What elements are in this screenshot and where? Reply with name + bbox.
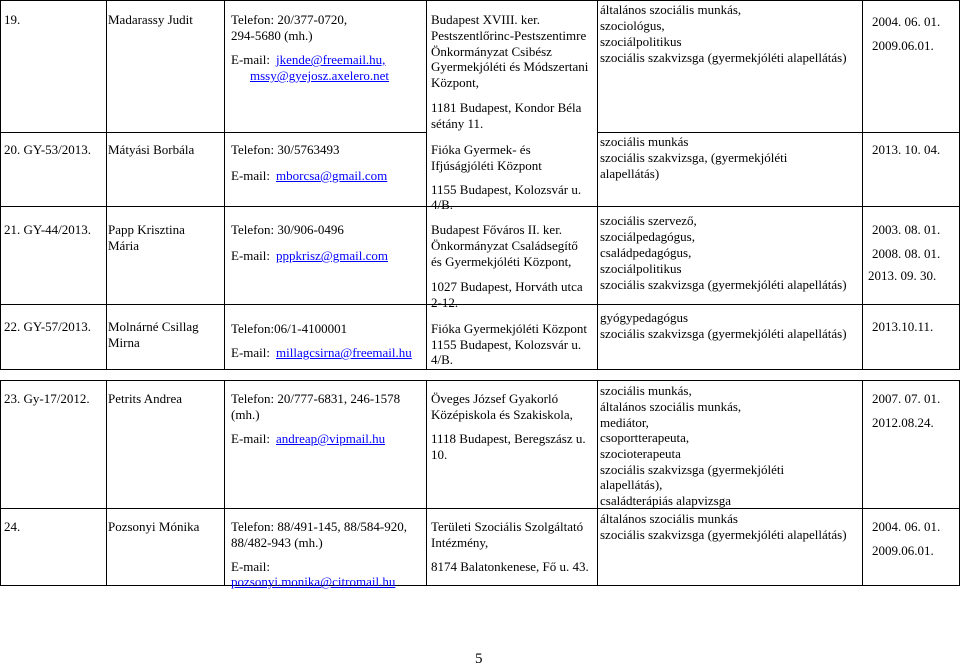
row-number: 22. GY-57/2013. xyxy=(4,319,92,334)
person-name: Mirna xyxy=(108,335,140,350)
person-name: Pozsonyi Mónika xyxy=(108,519,200,534)
org-line: Gyermekjóléti és Módszertani xyxy=(431,59,589,74)
row-divider xyxy=(597,132,960,133)
date: 2008. 08. 01. xyxy=(872,246,941,261)
qualification-line: mediátor, xyxy=(600,415,649,430)
qualification-line: szocioterapeuta xyxy=(600,446,681,461)
date: 2004. 06. 01. xyxy=(872,14,941,29)
date: 2004. 06. 01. xyxy=(872,519,941,534)
org-line: Központ, xyxy=(431,75,480,90)
org-line: Középiskola és Szakiskola, xyxy=(431,407,573,422)
table-border xyxy=(0,585,960,586)
row-number: 20. GY-53/2013. xyxy=(4,142,92,157)
email-label: E-mail: xyxy=(231,248,270,263)
person-name: Petrits Andrea xyxy=(108,391,183,406)
qualification-line: szociális szakvizsga (gyermekjóléti alapellátás) xyxy=(600,326,847,341)
col-divider xyxy=(224,0,225,370)
email-link[interactable]: jkende@freemail.hu, xyxy=(276,52,386,67)
date: 2009.06.01. xyxy=(872,38,934,53)
qualification-line: családpedagógus, xyxy=(600,245,692,260)
phone-line: Telefon: 30/906-0496 xyxy=(231,222,344,237)
org-line: 1155 Budapest, Kolozsvár u. xyxy=(431,337,582,352)
table-border xyxy=(0,380,1,586)
person-name: Mátyási Borbála xyxy=(108,142,195,157)
org-line: Budapest XVIII. ker. xyxy=(431,12,541,27)
row-number: 21. GY-44/2013. xyxy=(4,222,92,237)
org-line: Önkormányzat Családsegítő xyxy=(431,238,578,253)
qualification-line: csoportterapeuta, xyxy=(600,430,690,445)
qualification-line: alapellátás), xyxy=(600,477,663,492)
qualification-line: gyógypedagógus xyxy=(600,310,689,325)
qualification-line: szociális szervező, xyxy=(600,213,697,228)
qualification-line: általános szociális munkás, xyxy=(600,2,742,17)
col-divider xyxy=(862,380,863,586)
person-name: Molnárné Csillag xyxy=(108,319,199,334)
email-link[interactable]: mssy@gyejosz.axelero.net xyxy=(250,68,390,83)
org-line: 8174 Balatonkenese, Fő u. 43. xyxy=(431,559,589,574)
org-line: Intézmény, xyxy=(431,535,489,550)
date: 2003. 08. 01. xyxy=(872,222,941,237)
table-border xyxy=(0,0,1,370)
qualification-line: szociológus, xyxy=(600,18,665,33)
col-divider xyxy=(597,0,598,370)
org-line: 1118 Budapest, Beregszász u. xyxy=(431,431,586,446)
org-line: Budapest Főváros II. ker. xyxy=(431,222,563,237)
col-divider xyxy=(426,380,427,586)
row-divider xyxy=(0,508,960,509)
qualification-line: általános szociális munkás xyxy=(600,511,738,526)
email-link[interactable]: pppkrisz@gmail.com xyxy=(276,248,388,263)
table-border xyxy=(0,0,960,1)
col-divider xyxy=(862,0,863,370)
qualification-line: szociálpolitikus xyxy=(600,34,682,49)
date: 2007. 07. 01. xyxy=(872,391,941,406)
col-divider xyxy=(106,0,107,370)
email-link[interactable]: andreap@vipmail.hu xyxy=(276,431,386,446)
qualification-line: szociális szakvizsga (gyermekjóléti alapellátás) xyxy=(600,50,847,65)
person-name: Mária xyxy=(108,238,140,253)
row-number: 19. xyxy=(4,12,21,27)
org-line: Pestszentlőrinc-Pestszentimre xyxy=(431,28,587,43)
org-line: és Gyermekjóléti Központ, xyxy=(431,254,572,269)
org-line: sétány 11. xyxy=(431,116,484,131)
phone-line: Telefon: 88/491-145, 88/584-920, xyxy=(231,519,408,534)
row-divider xyxy=(0,304,960,305)
org-line: Önkormányzat Csibész xyxy=(431,44,552,59)
qualification-line: családterápiás alapvizsga xyxy=(600,493,732,508)
qualification-line: szociálpolitikus xyxy=(600,261,682,276)
email-label: E-mail: xyxy=(231,52,270,67)
phone-line: Telefon: 20/777-6831, 246-1578 xyxy=(231,391,401,406)
email-label: E-mail: xyxy=(231,431,270,446)
date: 2013.10.11. xyxy=(872,319,934,334)
phone-line: Telefon:06/1-4100001 xyxy=(231,321,348,336)
table-border xyxy=(0,369,960,370)
org-line: 1155 Budapest, Kolozsvár u. xyxy=(431,182,582,197)
col-divider xyxy=(597,380,598,586)
person-name: Madarassy Judit xyxy=(108,12,193,27)
org-line: Öveges József Gyakorló xyxy=(431,391,559,406)
col-divider xyxy=(426,0,427,370)
org-line: 4/B. xyxy=(431,352,454,367)
org-line: 2-12. xyxy=(431,295,459,310)
row-divider xyxy=(0,206,960,207)
col-divider xyxy=(224,380,225,586)
org-line: 1027 Budapest, Horváth utca xyxy=(431,279,583,294)
qualification-line: szociális szakvizsga (gyermekjóléti alapellátás) xyxy=(600,277,847,292)
org-line: 1181 Budapest, Kondor Béla xyxy=(431,100,582,115)
org-line: Területi Szociális Szolgáltató xyxy=(431,519,584,534)
email-label: E-mail: xyxy=(231,168,270,183)
phone-line: 88/482-943 (mh.) xyxy=(231,535,323,550)
org-line: Ifjúságjóléti Központ xyxy=(431,158,542,173)
phone-line: Telefon: 30/5763493 xyxy=(231,142,340,157)
qualification-line: szociálpedagógus, xyxy=(600,229,695,244)
date: 2012.08.24. xyxy=(872,415,934,430)
org-line: 4/B. xyxy=(431,197,454,212)
date: 2013. 09. 30. xyxy=(868,268,937,283)
email-link[interactable]: mborcsa@gmail.com xyxy=(276,168,388,183)
qualification-line: szociális munkás xyxy=(600,134,689,149)
phone-line: 294-5680 (mh.) xyxy=(231,28,313,43)
qualification-line: alapellátás) xyxy=(600,166,660,181)
person-name: Papp Krisztina xyxy=(108,222,185,237)
qualification-line: általános szociális munkás, xyxy=(600,399,742,414)
date: 2013. 10. 04. xyxy=(872,142,941,157)
page-number: 5 xyxy=(475,651,483,667)
qualification-line: szociális munkás, xyxy=(600,383,692,398)
row-number: 23. Gy-17/2012. xyxy=(4,391,90,406)
phone-line: Telefon: 20/377-0720, xyxy=(231,12,348,27)
date: 2009.06.01. xyxy=(872,543,934,558)
row-divider xyxy=(0,132,426,133)
qualification-line: szociális szakvizsga, (gyermekjóléti xyxy=(600,150,788,165)
email-link[interactable]: millagcsirna@freemail.hu xyxy=(276,345,412,360)
email-label: E-mail: xyxy=(231,345,270,360)
org-line: Fióka Gyermekjóléti Központ xyxy=(431,321,587,336)
row-number: 24. xyxy=(4,519,21,534)
qualification-line: szociális szakvizsga (gyermekjóléti alapellátás) xyxy=(600,527,847,542)
phone-line: (mh.) xyxy=(231,407,260,422)
email-link[interactable]: pozsonyi.monika@citromail.hu xyxy=(231,574,396,589)
org-line: Fióka Gyermek- és xyxy=(431,142,531,157)
col-divider xyxy=(106,380,107,586)
table-border xyxy=(0,380,960,381)
qualification-line: szociális szakvizsga (gyermekjóléti xyxy=(600,462,785,477)
email-label: E-mail: xyxy=(231,559,270,574)
org-line: 10. xyxy=(431,447,448,462)
